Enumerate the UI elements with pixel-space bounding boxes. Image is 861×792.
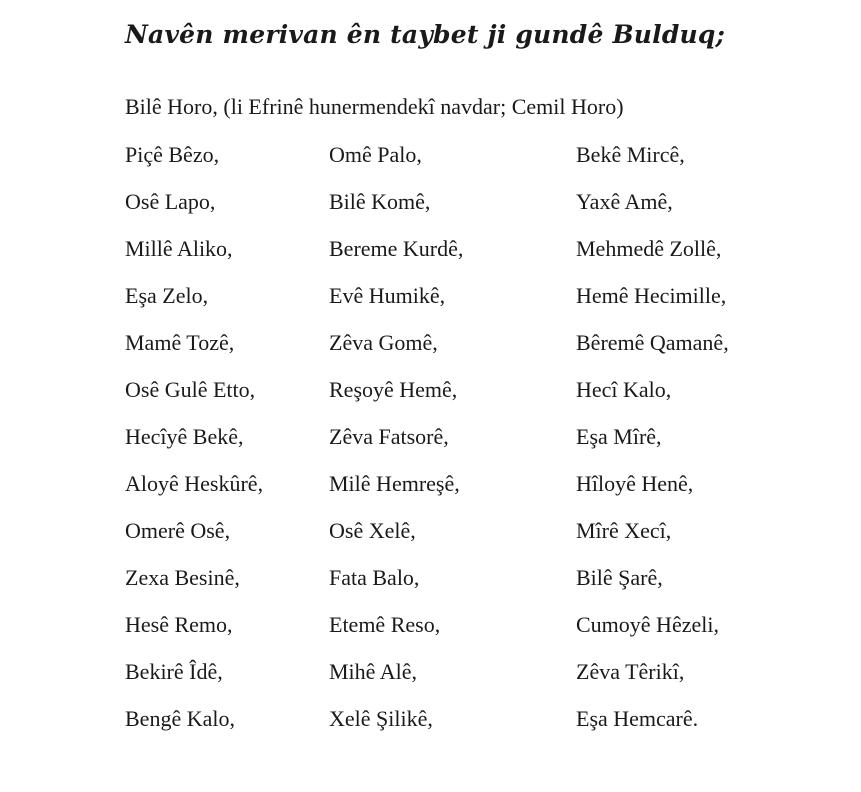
name-entry: Bereme Kurdê, (329, 236, 464, 261)
name-entry: Fata Balo, (329, 565, 420, 590)
name-entry: Mihê Alê, (329, 659, 417, 684)
name-entry: Osê Gulê Etto, (125, 377, 256, 402)
name-entry: Osê Lapo, (125, 189, 216, 214)
name-entry: Hesê Remo, (125, 612, 233, 637)
name-entry: Bêremê Qamanê, (576, 330, 729, 355)
name-entry: Mehmedê Zollê, (576, 236, 722, 261)
name-entry: Zêva Têrikî, (576, 659, 685, 684)
names-row (125, 188, 825, 235)
name-entry: Zexa Besinê, (125, 565, 240, 590)
name-entry: Reşoyê Hemê, (329, 377, 458, 402)
name-entry: Piçê Bêzo, (125, 142, 220, 167)
name-entry: Millê Aliko, (125, 236, 233, 261)
names-row (125, 564, 825, 611)
names-list (125, 141, 825, 752)
names-row (125, 282, 825, 329)
name-entry: Mamê Tozê, (125, 330, 235, 355)
name-entry: Etemê Reso, (329, 612, 441, 637)
intro-line: Bilê Horo, (li Efrinê hunermendekî navdar; Cemil Horo) (125, 94, 624, 119)
name-entry: Bekê Mircê, (576, 142, 685, 167)
name-entry: Omerê Osê, (125, 518, 231, 543)
name-entry: Bilê Şarê, (576, 565, 663, 590)
names-row (125, 658, 825, 705)
name-entry: Hecîyê Bekê, (125, 424, 244, 449)
page-title: Navên merivan ên taybet ji gundê Bulduq; (125, 20, 726, 49)
names-row (125, 376, 825, 423)
name-entry: Aloyê Heskûrê, (125, 471, 264, 496)
names-row (125, 329, 825, 376)
name-entry: Eşa Hemcarê. (576, 706, 699, 731)
name-entry: Mîrê Xecî, (576, 518, 672, 543)
name-entry: Hemê Hecimille, (576, 283, 727, 308)
name-entry: Yaxê Amê, (576, 189, 673, 214)
names-row (125, 141, 825, 188)
name-entry: Evê Humikê, (329, 283, 446, 308)
name-entry: Eşa Zelo, (125, 283, 209, 308)
name-entry: Hîloyê Henê, (576, 471, 694, 496)
name-entry: Milê Hemreşê, (329, 471, 460, 496)
name-entry: Xelê Şilikê, (329, 706, 433, 731)
name-entry: Bekirê Îdê, (125, 659, 223, 684)
name-entry: Cumoyê Hêzeli, (576, 612, 719, 637)
name-entry: Bilê Komê, (329, 189, 431, 214)
name-entry: Osê Xelê, (329, 518, 416, 543)
names-row (125, 611, 825, 658)
names-row (125, 235, 825, 282)
name-entry: Bengê Kalo, (125, 706, 235, 731)
names-row (125, 517, 825, 564)
name-entry: Zêva Gomê, (329, 330, 438, 355)
names-row (125, 470, 825, 517)
name-entry: Omê Palo, (329, 142, 422, 167)
names-row (125, 423, 825, 470)
name-entry: Hecî Kalo, (576, 377, 672, 402)
names-row (125, 705, 825, 752)
name-entry: Zêva Fatsorê, (329, 424, 449, 449)
name-entry: Eşa Mîrê, (576, 424, 662, 449)
